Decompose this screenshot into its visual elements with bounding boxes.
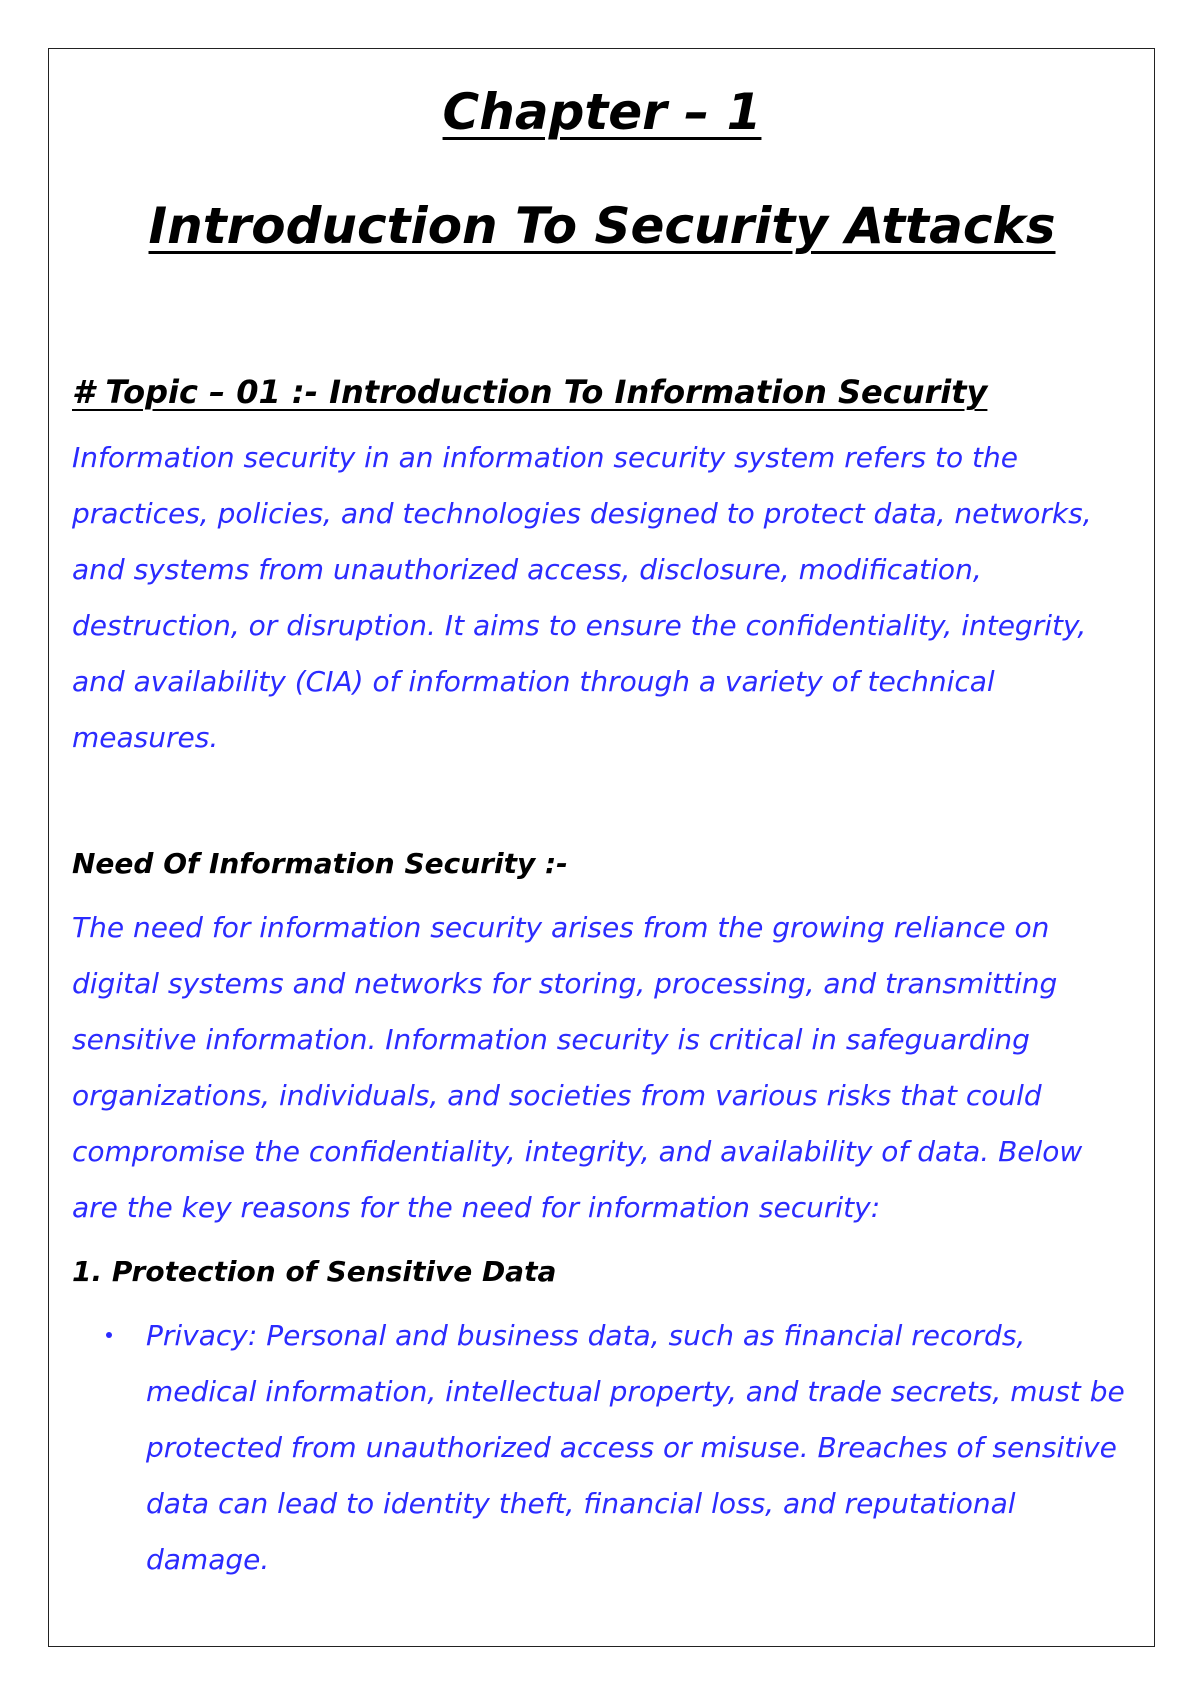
need-section-heading: Need Of Information Security :- <box>72 847 568 880</box>
need-paragraph: The need for information security arises from the growing reliance on digital systems and networks for storing, processing, and transmitting sensitive information. Information security is critical in safeguarding organizations, individuals, and societies from various risks that could compromise the confidentiality, integrity, and availability of data. Below are the key reasons for the need for information security: <box>72 911 1083 1224</box>
bullet-list <box>72 1308 1132 1588</box>
topic-heading: # Topic – 01 :- Introduction To Information Security <box>72 373 988 411</box>
chapter-subtitle: Introduction To Security Attacks <box>148 197 1056 255</box>
list-item <box>72 1308 1132 1588</box>
document-content <box>72 80 1132 1588</box>
bullet-icon <box>106 1332 112 1338</box>
chapter-title: Chapter – 1 <box>442 83 762 141</box>
intro-paragraph: Information security in an information security system refers to the practices, policies, and technologies designed to protect data, networks, and systems from unauthorized access, disclosure, modification, destruction, or disruption. It aims to ensure the confidentiality, integrity, and availability (CIA) of information through a variety of technical measures. <box>72 441 1092 754</box>
subsection-heading: 1. Protection of Sensitive Data <box>72 1255 557 1288</box>
bullet-text: Privacy: Personal and business data, such as financial records, medical information, intellectual property, and trade secrets, must be protected from unauthorized access or misuse. Breaches of sensitive data can lead to identity theft, financial loss, and reputational damage. <box>146 1319 1125 1576</box>
